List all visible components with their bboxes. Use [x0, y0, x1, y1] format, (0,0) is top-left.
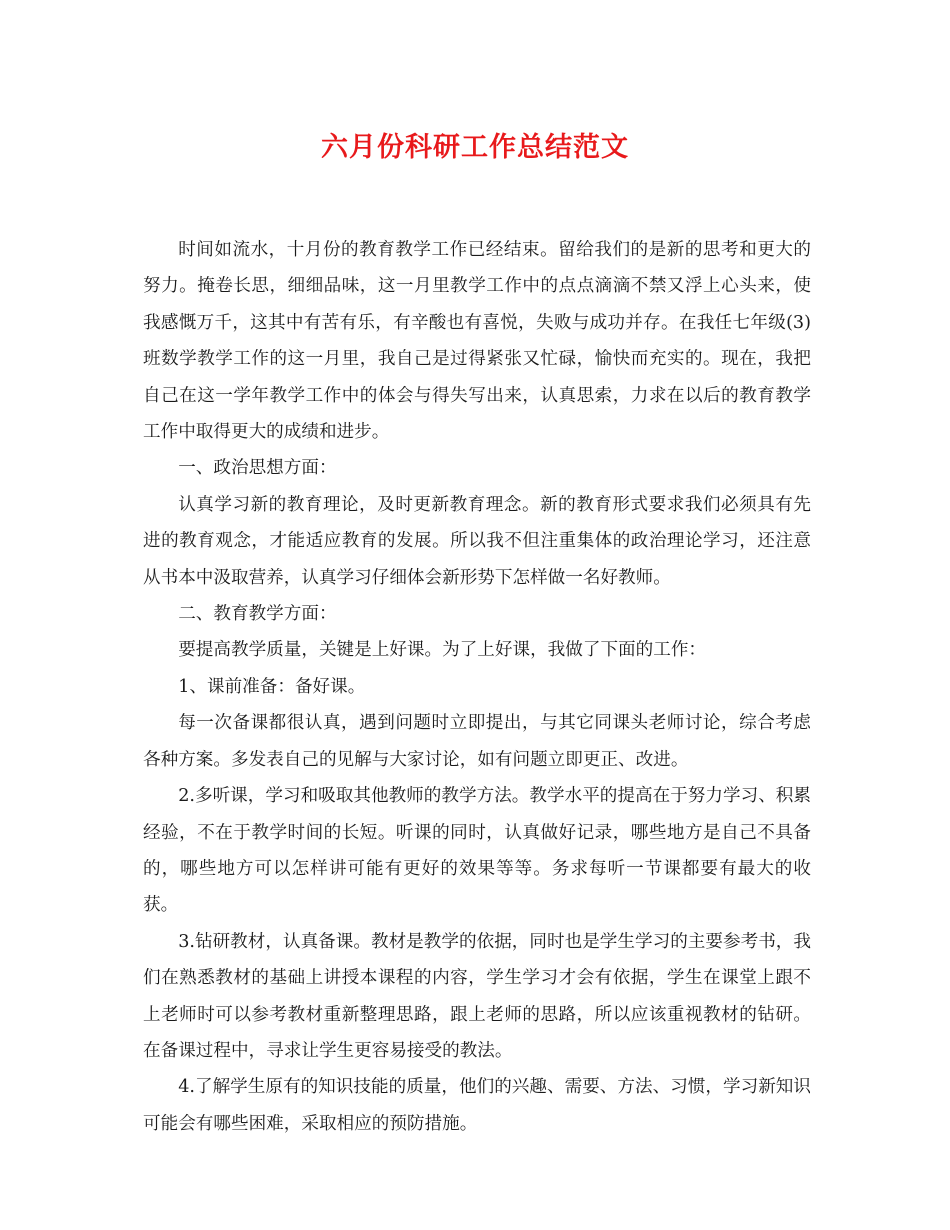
list-item: 2.多听课，学习和吸取其他教师的教学方法。教学水平的提高在于努力学习、积累经验，不在于教学时间的长短。听课的同时，认真做好记录，哪些地方是自己不具备的，哪些地方可以怎样讲可能有更好的效果等等。务求每听一节课都要有最大的收获。 [143, 786, 811, 916]
subsection-heading: 1、课前准备：备好课。 [178, 676, 366, 697]
list-item: 4.了解学生原有的知识技能的质量，他们的兴趣、需要、方法、习惯，学习新知识可能会有哪些困难，采取相应的预防措施。 [143, 1077, 811, 1134]
section-heading: 一、政治思想方面： [178, 458, 337, 479]
paragraph: 认真学习新的教育理论，及时更新教育理念。新的教育形式要求我们必须具有先进的教育观念，才能适应教育的发展。所以我不但注重集体的政治理论学习，还注意从书本中汲取营养，认真学习仔细体会新形势下怎样做一名好教师。 [143, 494, 811, 588]
list-item: 3.钻研教材，认真备课。教材是教学的依据，同时也是学生学习的主要参考书，我们在熟悉教材的基础上讲授本课程的内容，学生学习才会有依据，学生在课堂上跟不上老师时可以参考教材重新整理思路，跟上老师的思路，所以应该重视教材的钻研。在备课过程中，寻求让学生更容易接受的教法。 [143, 931, 811, 1061]
document-body [143, 232, 811, 1142]
document-title: 六月份科研工作总结范文 [321, 132, 629, 163]
paragraph: 要提高教学质量，关键是上好课。为了上好课，我做了下面的工作： [178, 640, 707, 661]
paragraph: 时间如流水，十月份的教育教学工作已经结束。留给我们的是新的思考和更大的努力。掩卷长思，细细品味，这一月里教学工作中的点点滴滴不禁又浮上心头来，使我感慨万千，这其中有苦有乐，有辛酸也有喜悦，失败与成功并存。在我任七年级(3)班数学教学工作的这一月里，我自己是过得紧张又忙碌，愉快而充实的。现在，我把自己在这一学年教学工作中的体会与得失写出来，认真思索，力求在以后的教育教学工作中取得更大的成绩和进步。 [143, 240, 811, 443]
paragraph: 每一次备课都很认真，遇到问题时立即提出，与其它同课头老师讨论，综合考虑各种方案。多发表自己的见解与大家讨论，如有问题立即更正、改进。 [143, 713, 811, 770]
section-heading: 二、教育教学方面： [178, 604, 337, 625]
